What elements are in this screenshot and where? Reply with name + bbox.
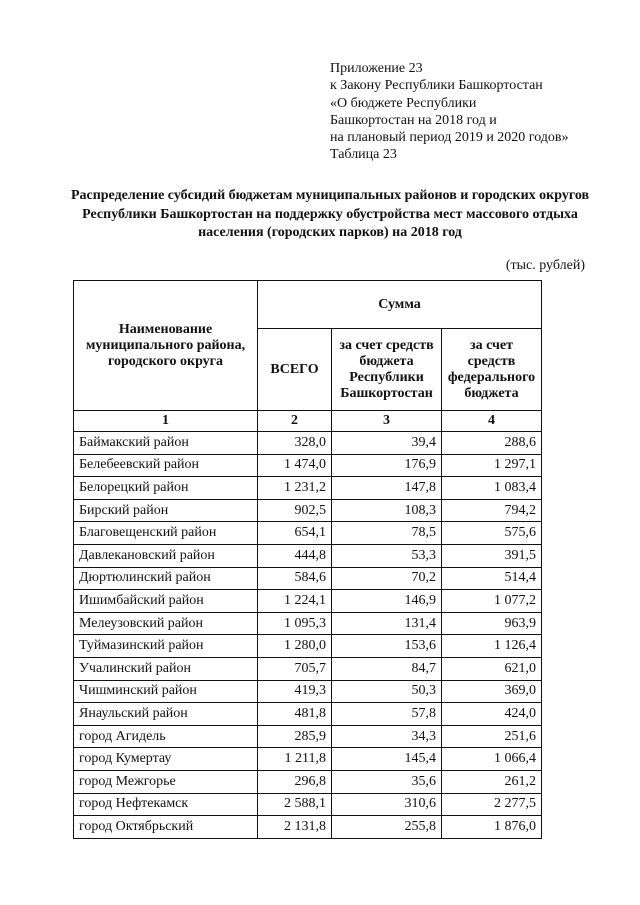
table-row — [74, 793, 542, 816]
table-row — [74, 770, 542, 793]
column-number: 2 — [258, 411, 332, 432]
cell-federal: 2 277,5 — [442, 793, 542, 816]
cell-total: 2 588,1 — [258, 793, 332, 816]
cell-federal: 514,4 — [442, 567, 542, 590]
table-row — [74, 725, 542, 748]
cell-federal: 251,6 — [442, 725, 542, 748]
cell-federal: 1 066,4 — [442, 748, 542, 771]
appendix-header — [330, 60, 569, 164]
cell-name: Чишминский район — [74, 680, 258, 703]
cell-name: Баймакский район — [74, 432, 258, 455]
cell-name: Туймазинский район — [74, 635, 258, 658]
cell-federal: 1 876,0 — [442, 816, 542, 839]
cell-republic: 57,8 — [332, 703, 442, 726]
cell-republic: 255,8 — [332, 816, 442, 839]
cell-republic: 310,6 — [332, 793, 442, 816]
cell-republic: 39,4 — [332, 432, 442, 455]
cell-name: город Кумертау — [74, 748, 258, 771]
cell-name: Ишимбайский район — [74, 590, 258, 613]
cell-name: город Межгорье — [74, 770, 258, 793]
cell-republic: 35,6 — [332, 770, 442, 793]
cell-total: 1 280,0 — [258, 635, 332, 658]
cell-name: Давлекановский район — [74, 544, 258, 567]
cell-total: 902,5 — [258, 499, 332, 522]
header-federal-budget: за счет средств федерального бюджета — [442, 329, 542, 411]
cell-name: Дюртюлинский район — [74, 567, 258, 590]
cell-republic: 50,3 — [332, 680, 442, 703]
header-name-column: Наименование муниципального района, городского округа — [74, 281, 258, 411]
cell-name: город Агидель — [74, 725, 258, 748]
cell-name: Мелеузовский район — [74, 612, 258, 635]
cell-republic: 70,2 — [332, 567, 442, 590]
cell-republic: 78,5 — [332, 522, 442, 545]
cell-republic: 108,3 — [332, 499, 442, 522]
cell-republic: 146,9 — [332, 590, 442, 613]
table-row — [74, 432, 542, 455]
table-row — [74, 657, 542, 680]
cell-total: 1 231,2 — [258, 477, 332, 500]
table-row — [74, 703, 542, 726]
column-number: 4 — [442, 411, 542, 432]
cell-republic: 145,4 — [332, 748, 442, 771]
subsidy-table — [73, 280, 542, 839]
cell-name: Бирский район — [74, 499, 258, 522]
cell-republic: 153,6 — [332, 635, 442, 658]
column-number: 1 — [74, 411, 258, 432]
table-row — [74, 567, 542, 590]
cell-total: 2 131,8 — [258, 816, 332, 839]
cell-republic: 34,3 — [332, 725, 442, 748]
appendix-line: на плановый период 2019 и 2020 годов» — [330, 130, 569, 146]
cell-total: 1 211,8 — [258, 748, 332, 771]
table-row — [74, 816, 542, 839]
appendix-line: Башкортостан на 2018 год и — [330, 112, 497, 128]
appendix-line: Таблица 23 — [330, 147, 397, 163]
appendix-line: «О бюджете Республики — [330, 95, 477, 111]
document-title: Распределение субсидий бюджетам муниципальных районов и городских округов Республики Башкортостан на поддержку обустройства мест массового отдыха населения (городских парков) на 2018 год — [70, 188, 590, 240]
cell-federal: 391,5 — [442, 544, 542, 567]
cell-federal: 1 126,4 — [442, 635, 542, 658]
appendix-line: Приложение 23 — [330, 61, 423, 76]
appendix-line: к Закону Республики Башкортостан — [330, 78, 543, 94]
header-sum-group: Сумма — [258, 281, 542, 329]
table-body — [74, 432, 542, 839]
cell-federal: 1 083,4 — [442, 477, 542, 500]
cell-name: Благовещенский район — [74, 522, 258, 545]
header-republic-budget: за счет средств бюджета Республики Башкортостан — [332, 329, 442, 411]
cell-federal: 794,2 — [442, 499, 542, 522]
cell-federal: 1 077,2 — [442, 590, 542, 613]
cell-total: 419,3 — [258, 680, 332, 703]
cell-federal: 621,0 — [442, 657, 542, 680]
table-row — [74, 454, 542, 477]
cell-federal: 1 297,1 — [442, 454, 542, 477]
units-label: (тыс. рублей) — [505, 258, 585, 273]
table-row — [74, 477, 542, 500]
cell-name: Учалинский район — [74, 657, 258, 680]
table-row — [74, 635, 542, 658]
cell-federal: 288,6 — [442, 432, 542, 455]
cell-total: 1 095,3 — [258, 612, 332, 635]
cell-republic: 176,9 — [332, 454, 442, 477]
table-row — [74, 590, 542, 613]
cell-republic: 53,3 — [332, 544, 442, 567]
cell-federal: 261,2 — [442, 770, 542, 793]
header-total: ВСЕГО — [258, 329, 332, 411]
table-row — [74, 499, 542, 522]
cell-name: Белорецкий район — [74, 477, 258, 500]
cell-name: Белебеевский район — [74, 454, 258, 477]
table-row — [74, 522, 542, 545]
cell-name: город Нефтекамск — [74, 793, 258, 816]
table-row — [74, 612, 542, 635]
table-row — [74, 748, 542, 771]
cell-total: 1 224,1 — [258, 590, 332, 613]
cell-republic: 147,8 — [332, 477, 442, 500]
cell-republic: 84,7 — [332, 657, 442, 680]
cell-name: город Октябрьский — [74, 816, 258, 839]
cell-total: 296,8 — [258, 770, 332, 793]
cell-federal: 575,6 — [442, 522, 542, 545]
cell-name: Янаульский район — [74, 703, 258, 726]
cell-federal: 424,0 — [442, 703, 542, 726]
cell-republic: 131,4 — [332, 612, 442, 635]
table-row — [74, 680, 542, 703]
cell-total: 654,1 — [258, 522, 332, 545]
cell-total: 444,8 — [258, 544, 332, 567]
column-number: 3 — [332, 411, 442, 432]
cell-total: 705,7 — [258, 657, 332, 680]
table-row — [74, 544, 542, 567]
cell-total: 1 474,0 — [258, 454, 332, 477]
cell-total: 481,8 — [258, 703, 332, 726]
cell-federal: 963,9 — [442, 612, 542, 635]
cell-total: 328,0 — [258, 432, 332, 455]
cell-total: 285,9 — [258, 725, 332, 748]
cell-federal: 369,0 — [442, 680, 542, 703]
cell-total: 584,6 — [258, 567, 332, 590]
